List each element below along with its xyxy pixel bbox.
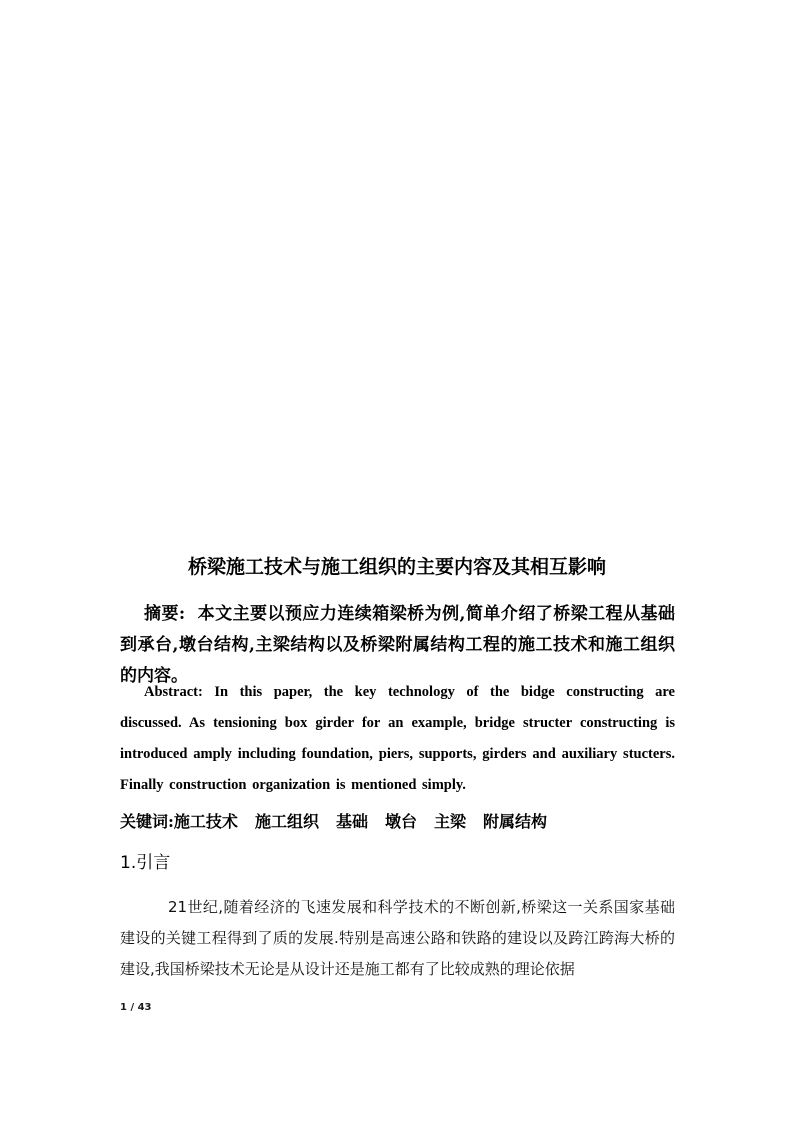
page-number: 1 / 43 — [120, 1002, 152, 1013]
keywords-label: 关键词: — [120, 812, 174, 831]
keywords-line — [120, 809, 675, 835]
keyword-item: 施工组织 — [254, 812, 319, 831]
body-paragraph: 21世纪,随着经济的飞速发展和科学技术的不断创新,桥梁这一关系国家基础建设的关键工程得到了质的发展.特别是高速公路和铁路的建设以及跨江跨海大桥的建设,我国桥梁技术无论是从设计还是施工都有了比较成熟的理论依据 — [120, 898, 675, 978]
keyword-item: 墩台 — [384, 812, 417, 831]
abstract-chinese-label: 摘要: — [144, 604, 186, 624]
keyword-item: 主梁 — [433, 812, 466, 831]
document-title: 桥梁施工技术与施工组织的主要内容及其相互影响 — [187, 556, 606, 578]
keyword-item: 附属结构 — [483, 812, 548, 831]
abstract-english: Abstract: In this paper, the key technology of the bidge constructing are discussed. As tensioning box girder for an example, bridge structer constructing is introduced amply including foundation, piers, supports, girders and auxiliary stucters. Finally construction organization is mentioned simply. — [120, 684, 675, 793]
section-heading: 1.引言 — [120, 853, 171, 873]
keyword-item: 施工技术 — [173, 812, 238, 831]
abstract-chinese-text: 本文主要以预应力连续箱梁桥为例,简单介绍了桥梁工程从基础到承台,墩台结构,主梁结构以及桥梁附属结构工程的施工技术和施工组织的内容。 — [120, 604, 675, 686]
keyword-item: 基础 — [335, 812, 368, 831]
